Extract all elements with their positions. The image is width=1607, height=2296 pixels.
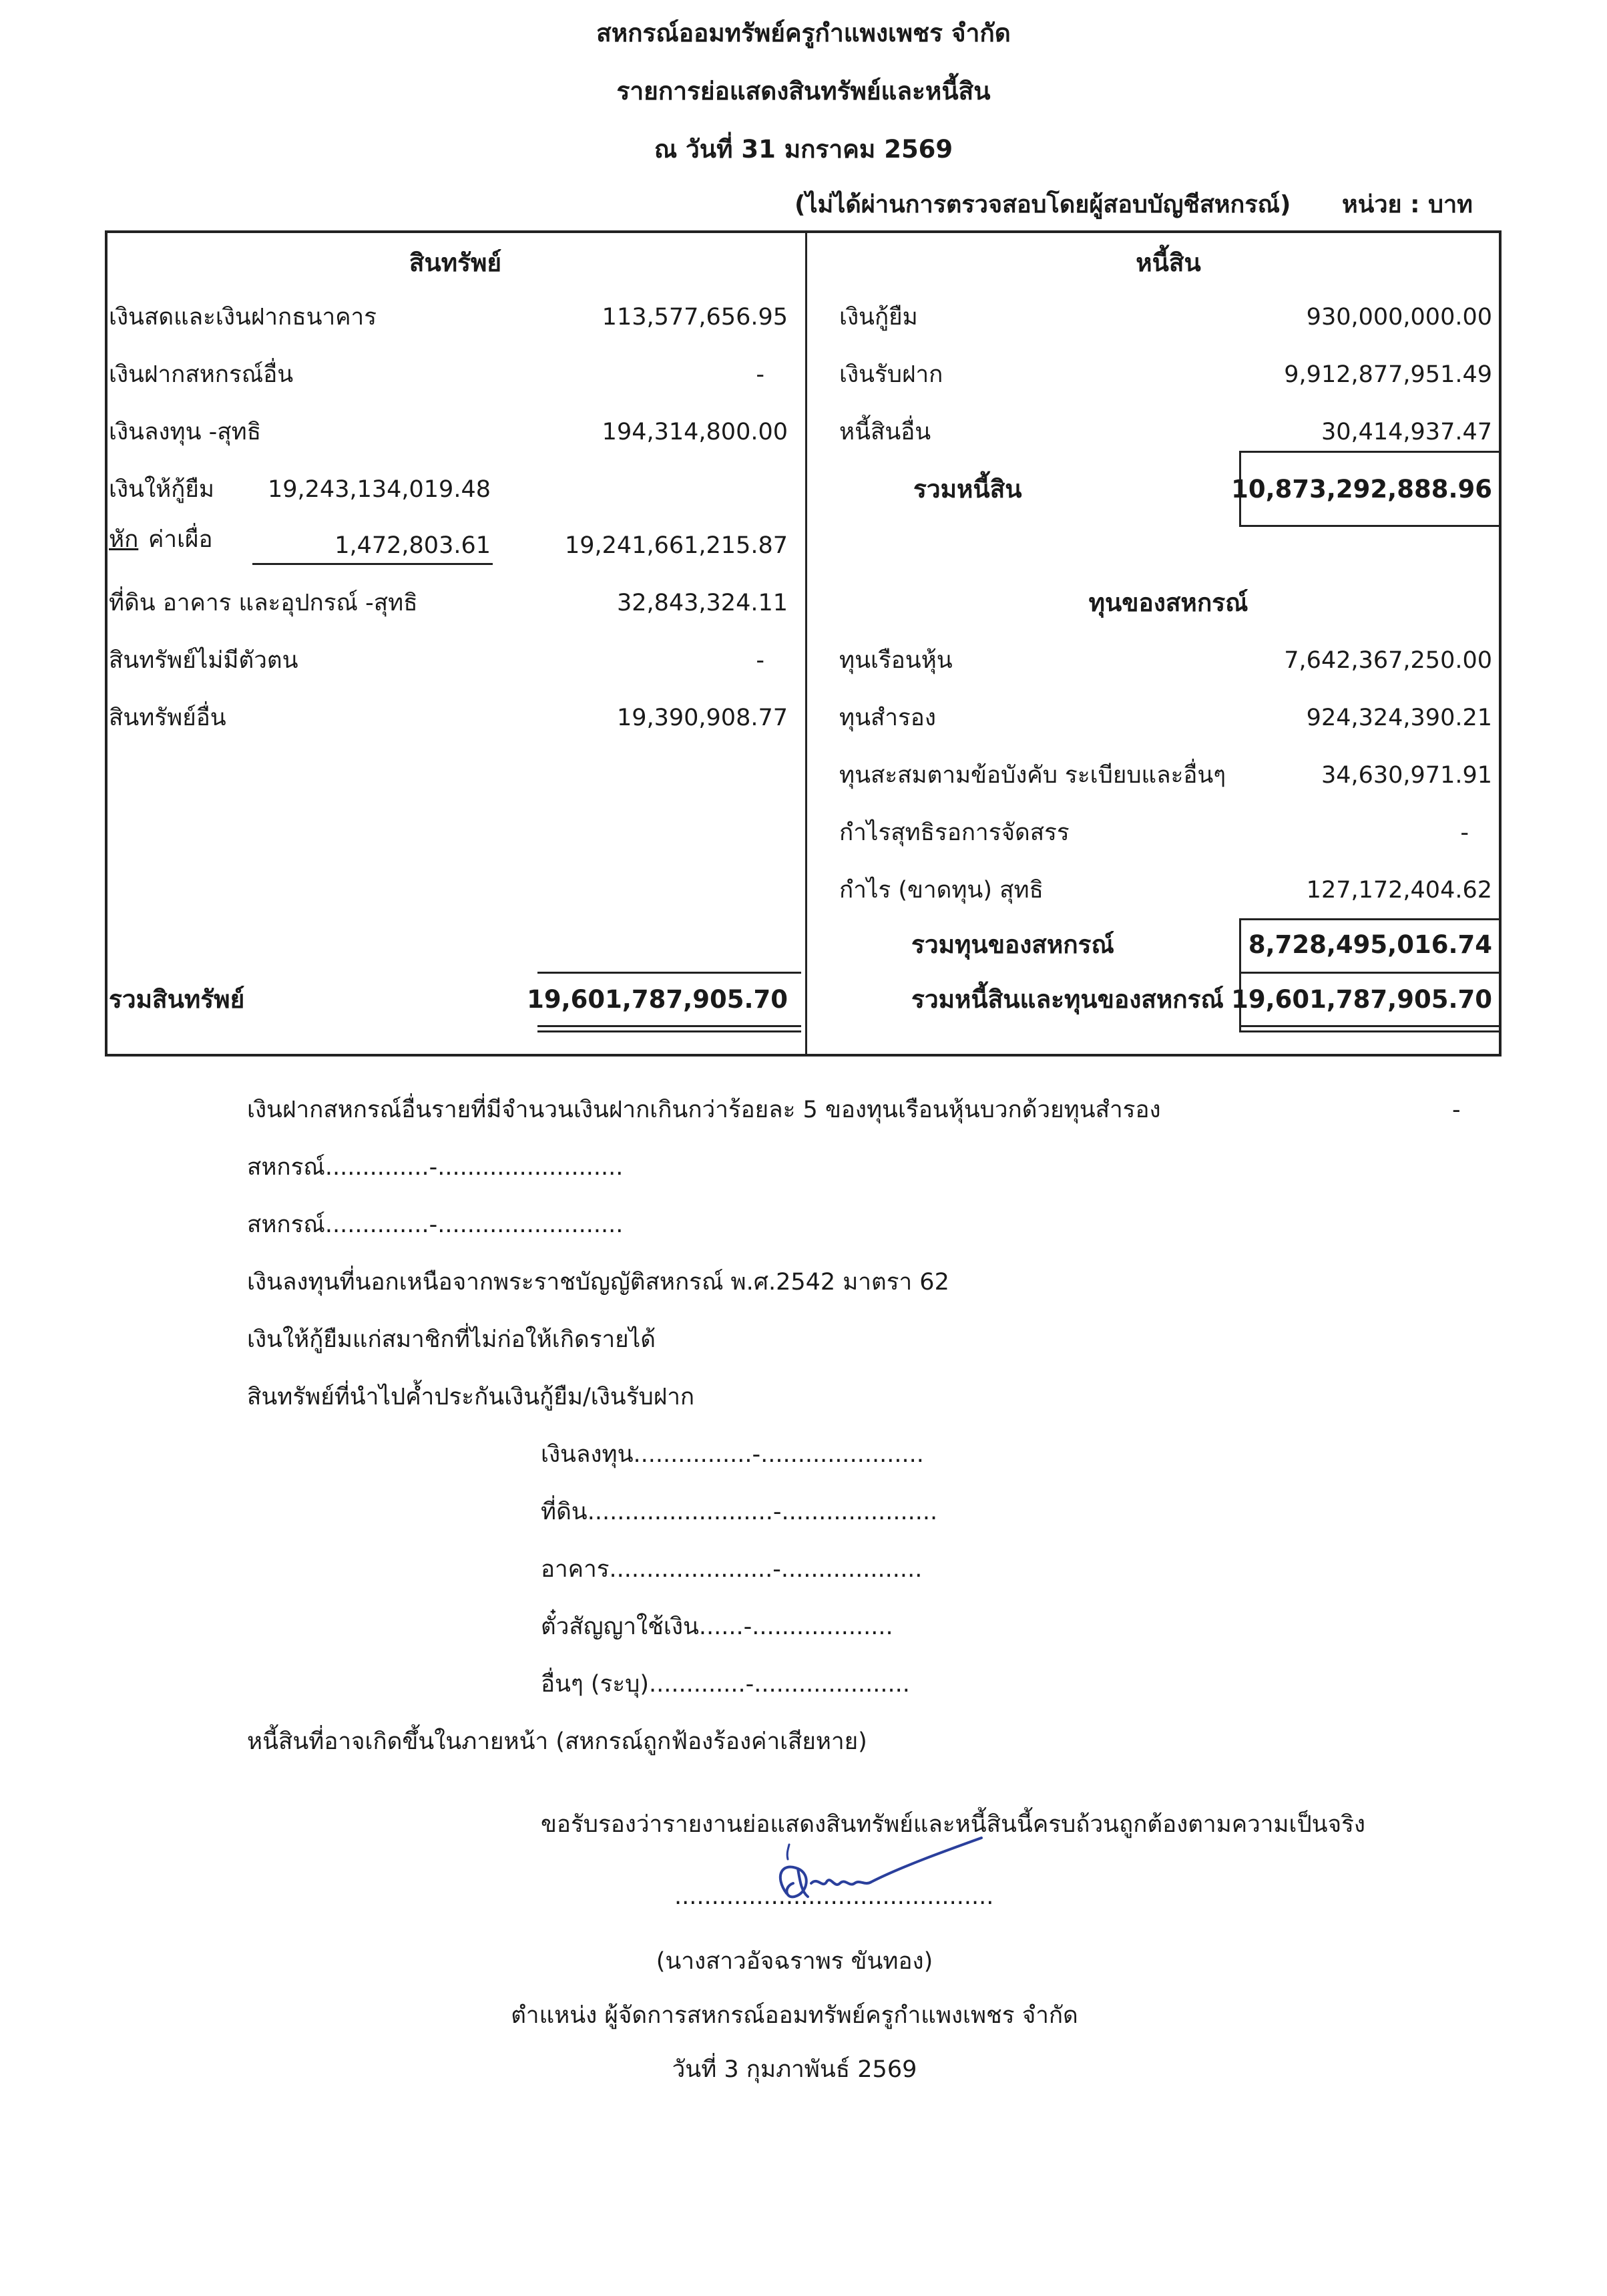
cash-label: เงินสดและเงินฝากธนาคาร <box>109 304 377 331</box>
assets-heading: สินทรัพย์ <box>409 248 502 277</box>
note-deposits-over-5pct: เงินฝากสหกรณ์อื่นรายที่มีจำนวนเงินฝากเกินกว่าร้อยละ 5 ของทุนเรือนหุ้นบวกด้วยทุนสำรอง <box>247 1097 1161 1123</box>
certification-statement: ขอรับรองว่ารายงานย่อแสดงสินทรัพย์และหนี้สินนี้ครบถ้วนถูกต้องตามความเป็นจริง <box>541 1811 1365 1838</box>
as-of-date: ณ วันที่ 31 มกราคม 2569 <box>654 135 953 164</box>
total-equity-topline <box>1239 918 1502 920</box>
audit-note: (ไม่ได้ผ่านการตรวจสอบโดยผู้สอบบัญชีสหกรณ์) <box>794 191 1291 218</box>
allowance-underline <box>252 563 493 565</box>
signature-line: ........................................... <box>674 1883 994 1910</box>
total-liabilities-topline <box>1239 451 1502 453</box>
signer-position: ตำแหน่ง ผู้จัดการสหกรณ์ออมทรัพย์ครูกำแพงเพชร จำกัด <box>511 2002 1078 2029</box>
total-equity-bottomline <box>1239 972 1502 974</box>
total-assets-double-1 <box>537 1025 801 1027</box>
grand-total-double-1 <box>1239 1025 1502 1027</box>
deposits-other-label: เงินฝากสหกรณ์อื่น <box>109 361 294 388</box>
total-liabilities-bottomline <box>1239 525 1502 527</box>
intangible-value: - <box>756 647 764 674</box>
less-prefix: หัก <box>109 526 139 553</box>
total-liabilities-value: 10,873,292,888.96 <box>1231 475 1492 504</box>
signer-name: (นางสาวอัจฉราพร ขันทอง) <box>656 1948 933 1975</box>
net-profit-label: กำไร (ขาดทุน) สุทธิ <box>839 877 1044 904</box>
investments-value: 194,314,800.00 <box>602 419 788 445</box>
unit-label: หน่วย : บาท <box>1342 191 1473 218</box>
note-deposits-over-5pct-value: - <box>1452 1097 1461 1123</box>
note-investments-outside: เงินลงทุนที่นอกเหนือจากพระราชบัญญัติสหกรณ์ พ.ศ.2542 มาตรา 62 <box>247 1269 949 1296</box>
equity-heading: ทุนของสหกรณ์ <box>1088 588 1248 617</box>
cash-value: 113,577,656.95 <box>602 304 788 331</box>
loans-net-value: 19,241,661,215.87 <box>565 532 788 559</box>
column-divider <box>805 230 807 1057</box>
note-pledged-assets: สินทรัพย์ที่นำไปค้ำประกันเงินกู้ยืม/เงินรับฝาก <box>247 1384 695 1410</box>
note-pledged-others: อื่นๆ (ระบุ).............-..................... <box>541 1671 910 1698</box>
net-profit-value: 127,172,404.62 <box>1306 877 1492 904</box>
reserve-label: ทุนสำรอง <box>839 705 936 731</box>
other-assets-value: 19,390,908.77 <box>616 705 788 731</box>
share-capital-label: ทุนเรือนหุ้น <box>839 647 953 674</box>
ppe-value: 32,843,324.11 <box>616 590 788 616</box>
total-assets-double-2 <box>537 1030 801 1032</box>
note-coop-line-1: สหกรณ์..............-......................... <box>247 1154 624 1181</box>
intangible-label: สินทรัพย์ไม่มีตัวตน <box>109 647 298 674</box>
other-liabilities-label: หนี้สินอื่น <box>839 419 931 445</box>
other-liabilities-value: 30,414,937.47 <box>1321 419 1492 445</box>
loans-label: เงินให้กู้ยืม <box>109 476 214 503</box>
total-assets-value: 19,601,787,905.70 <box>527 985 788 1014</box>
total-assets-topline <box>537 972 801 974</box>
report-title: รายการย่อแสดงสินทรัพย์และหนี้สิน <box>616 77 991 106</box>
liabilities-heading: หนี้สิน <box>1136 248 1201 277</box>
note-pledged-investments: เงินลงทุน................-...................... <box>541 1441 924 1468</box>
total-equity-value: 8,728,495,016.74 <box>1248 930 1492 959</box>
reserve-value: 924,324,390.21 <box>1306 705 1492 731</box>
total-equity-label: รวมทุนของสหกรณ์ <box>911 930 1114 959</box>
deposits-value: 9,912,877,951.49 <box>1284 361 1492 388</box>
note-contingent-liabilities: หนี้สินที่อาจเกิดขึ้นในภายหน้า (สหกรณ์ถูกฟ้องร้องค่าเสียหาย) <box>247 1728 867 1755</box>
signature <box>748 1830 1001 1930</box>
deposits-label: เงินรับฝาก <box>839 361 943 388</box>
unappropriated-value: - <box>1460 819 1469 846</box>
accumulated-fund-label: ทุนสะสมตามข้อบังคับ ระเบียบและอื่นๆ <box>839 762 1226 789</box>
note-pledged-building: อาคาร......................-................... <box>541 1556 923 1583</box>
allowance-amount: 1,472,803.61 <box>334 532 491 559</box>
org-name: สหกรณ์ออมทรัพย์ครูกำแพงเพชร จำกัด <box>596 19 1011 47</box>
loans-gross-value: 19,243,134,019.48 <box>268 476 491 503</box>
note-nonperforming-loans: เงินให้กู้ยืมแก่สมาชิกที่ไม่ก่อให้เกิดรายได้ <box>247 1326 656 1353</box>
deposits-other-value: - <box>756 361 764 388</box>
investments-label: เงินลงทุน -สุทธิ <box>109 419 262 445</box>
note-pledged-notes: ตั๋วสัญญาใช้เงิน......-................... <box>541 1613 893 1640</box>
grand-total-label: รวมหนี้สินและทุนของสหกรณ์ <box>911 985 1224 1014</box>
sign-date: วันที่ 3 กุมภาพันธ์ 2569 <box>672 2056 917 2083</box>
unappropriated-label: กำไรสุทธิรอการจัดสรร <box>839 819 1070 846</box>
borrowings-label: เงินกู้ยืม <box>839 304 918 331</box>
share-capital-value: 7,642,367,250.00 <box>1284 647 1492 674</box>
note-pledged-land: ที่ดิน.........................-..................... <box>541 1499 938 1525</box>
allowance-label: ค่าเผื่อ <box>148 526 213 553</box>
borrowings-value: 930,000,000.00 <box>1306 304 1492 331</box>
total-liabilities-label: รวมหนี้สิน <box>913 475 1022 504</box>
other-assets-label: สินทรัพย์อื่น <box>109 705 226 731</box>
accumulated-fund-value: 34,630,971.91 <box>1321 762 1492 789</box>
grand-total-double-2 <box>1239 1030 1502 1032</box>
total-assets-label: รวมสินทรัพย์ <box>109 985 245 1014</box>
note-coop-line-2: สหกรณ์..............-......................... <box>247 1211 624 1238</box>
ppe-label: ที่ดิน อาคาร และอุปกรณ์ -สุทธิ <box>109 590 418 616</box>
grand-total-value: 19,601,787,905.70 <box>1231 985 1492 1014</box>
